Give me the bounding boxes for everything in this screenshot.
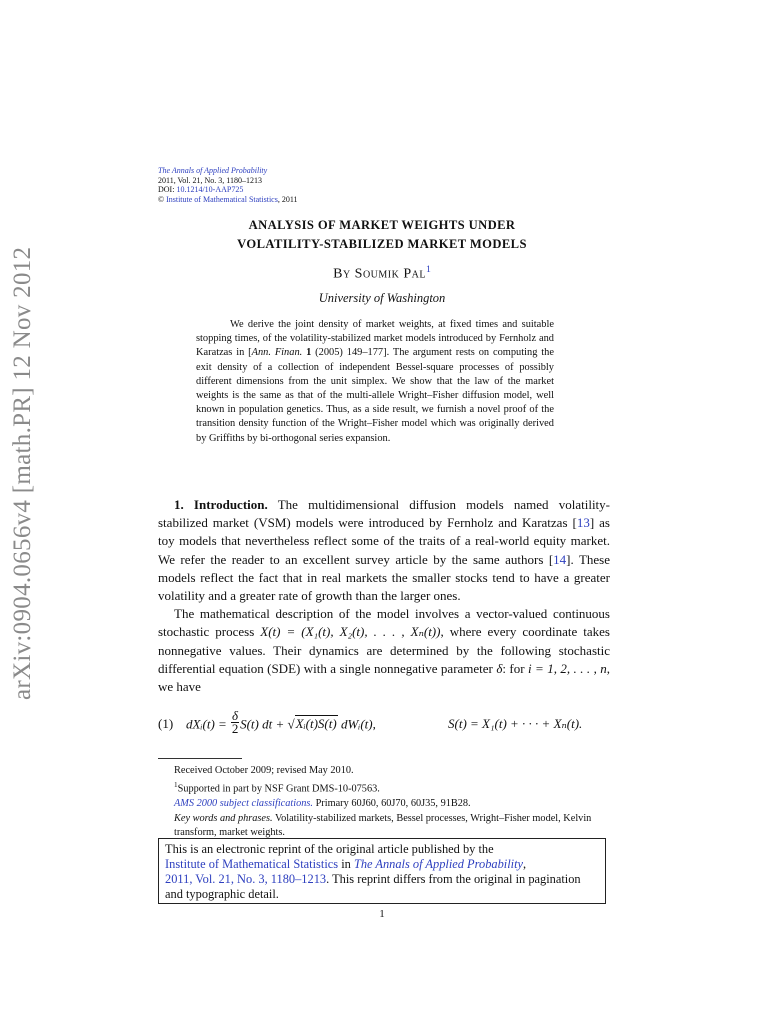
intro-text: : for (502, 660, 528, 676)
footnote-divider (158, 758, 242, 759)
inline-math: i = 1, 2, . . . , n (527, 660, 607, 676)
reprint-text: , (523, 857, 527, 871)
title-line-1: ANALYSIS OF MARKET WEIGHTS UNDER (248, 218, 516, 232)
intro-text: The mathematical description of the model involves a vector-valued continuous stochastic process (158, 606, 610, 640)
title-line-2: VOLATILITY-STABILIZED MARKET MODELS (237, 237, 527, 251)
author-line (158, 264, 606, 283)
reprint-notice-box (158, 838, 606, 904)
ams-classifications-link[interactable]: AMS 2000 subject classifications. (174, 798, 313, 810)
doi-line (158, 185, 298, 195)
intro-paragraph-2 (158, 605, 610, 696)
support-footnote-mark: 1 (174, 781, 178, 790)
fraction-numerator: δ (232, 708, 239, 723)
ims-reprint-link[interactable]: Institute of Mathematical Statistics (165, 857, 339, 871)
doi-link[interactable]: 10.1214/10-AAP725 (176, 185, 244, 194)
copyright-line (158, 195, 298, 205)
abstract-ref-journal: Ann. Finan. (251, 347, 303, 359)
ims-link[interactable]: Institute of Mathematical Statistics (166, 194, 278, 204)
journal-reprint-link[interactable]: The Annals of Applied Probability (353, 857, 524, 871)
equation-fraction (231, 710, 239, 735)
introduction-section (158, 496, 610, 696)
equation-part: dXᵢ(t) = (186, 716, 227, 732)
inline-math: δ (496, 660, 503, 676)
journal-name-link[interactable]: The Annals of Applied Probability (158, 166, 268, 175)
volume-line: 2011, Vol. 21, No. 3, 1180–1213 (158, 175, 263, 185)
equation-part: dWᵢ(t), (340, 716, 376, 732)
equation-1 (158, 708, 610, 748)
intro-text: ] as toy models that nevertheless reflect some of the traits of a real-world equity market. We refer the reader to an excellent survey article by the same authors [ (158, 515, 610, 567)
doi-label: DOI: (158, 185, 177, 194)
reprint-text: in (338, 857, 354, 871)
page-number: 1 (379, 908, 385, 920)
section-heading: 1. Introduction. (174, 497, 268, 512)
equation-part: S(t) dt + (240, 716, 285, 732)
keywords (158, 812, 610, 841)
author-footnote-mark[interactable]: 1 (425, 264, 431, 275)
abstract-text-start: We derive the joint density of market weights, at fixed times and suitable stopping times, of the volatility-stabilized market models introduced by Fernholz and Karatzas in [ (196, 319, 554, 359)
intro-paragraph-1 (158, 496, 610, 605)
reprint-text: . This reprint differs from the original in pagination and typographic detail. (165, 872, 581, 901)
abstract (196, 318, 554, 446)
citation-reprint-link[interactable]: 2011, Vol. 21, No. 3, 1180–1213 (165, 872, 327, 886)
keywords-text: Volatility-stabilized markets, Bessel processes, Wright–Fisher model, Kelvin transform, market weights. (174, 812, 592, 839)
sqrt-icon: √ (287, 716, 295, 732)
intro-text: The multidimensional diffusion models named volatility-stabilized market (VSM) models were introduced by Fernholz and Karatzas [ (158, 497, 610, 531)
support-text: Supported in part by NSF Grant DMS-10-07563. (177, 783, 380, 795)
journal-header (158, 166, 298, 204)
keywords-label: Key words and phrases. (174, 812, 273, 824)
copyright-icon: © (158, 194, 165, 204)
support-footnote (158, 778, 610, 797)
sqrt-content: Xᵢ(t)S(t) (295, 716, 337, 732)
ams-classifications (158, 797, 610, 811)
citation-13-link[interactable]: 13 (576, 515, 590, 531)
paper-title (158, 216, 606, 254)
intro-text: , where every coordinate takes nonnegative values. Their dynamics are determined by the following stochastic differential equation (SDE) with a single nonnegative parameter (158, 624, 610, 676)
citation-14-link[interactable]: 14 (553, 551, 567, 567)
author-affiliation: University of Washington (318, 291, 446, 305)
inline-math: X(t) = (X₁(t), X₂(t), . . . , Xₙ(t)) (260, 624, 441, 640)
equation-rhs: S(t) = X₁(t) + · · · + Xₙ(t). (448, 716, 583, 731)
footnotes (158, 764, 610, 840)
received-dates: Received October 2009; revised May 2010. (174, 765, 354, 776)
copyright-year: , 2011 (277, 194, 298, 204)
abstract-text-end: (2005) 149–177]. The argument rests on computing the exit density of a collection of independent Bessel-square processes of possibly different dimensions from the unit simplex. We show that the law of the market weights is the same as that of the multi-allele Wright–Fisher diffusion model, well known in population genetics. Thus, as a side result, we furnish a novel proof of the transition density function of the Wright–Fisher model which was originally derived by Griffiths by bi-orthogonal series expansion. (196, 347, 554, 444)
equation-lhs (186, 708, 376, 736)
fraction-denominator: 2 (231, 721, 239, 736)
ams-codes: Primary 60J60, 60J70, 60J35, 91B28. (313, 798, 471, 810)
author-name: By Soumik Pal (333, 266, 426, 282)
arxiv-identifier-stamp: arXiv:0904.0656v4 [math.PR] 12 Nov 2012 (9, 246, 36, 700)
intro-text: , we have (158, 660, 611, 695)
abstract-ref-volume: 1 (302, 347, 312, 359)
intro-text: ]. These models reflect the fact that in real markets the smaller stocks tend to have a greater volatility and a greater rate of growth than the larger ones. (158, 551, 610, 604)
reprint-text: This is an electronic reprint of the original article published by the (165, 842, 494, 856)
equation-number: (1) (158, 716, 174, 731)
